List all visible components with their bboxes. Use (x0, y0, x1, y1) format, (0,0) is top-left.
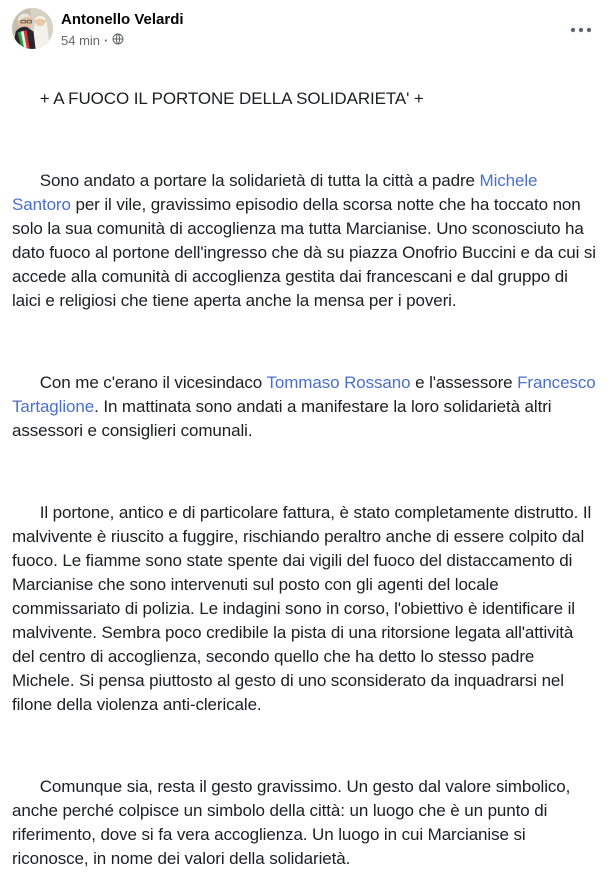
avatar[interactable] (12, 8, 53, 49)
post-paragraph (12, 347, 599, 467)
paragraph-text: per il vile, gravissimo episodio della scorsa notte che ha toccato non solo la sua comunità di accoglienza ma tutta Marcianise. Uno sconosciuto ha dato fuoco al portone dell'ingresso che dà su piazza Onofrio Buccini e da cui si accede alla comunità di accoglienza gestita dai francescani e dal gruppo di laici e religiosi che tiene aperta anche la mensa per i poveri. (12, 195, 601, 310)
paragraph-text: Con me c'erano il vicesindaco (39, 373, 267, 392)
post-meta-row (61, 31, 565, 49)
post-paragraph (12, 477, 599, 741)
meta-separator: · (104, 32, 109, 48)
post-header-meta (61, 8, 565, 49)
post-timestamp[interactable]: 54 min (61, 32, 101, 48)
author-name[interactable]: Antonello Velardi (61, 11, 184, 28)
post-menu-button[interactable] (565, 14, 597, 46)
mention-link[interactable]: Francesco Tartaglione (12, 373, 600, 416)
paragraph-text: e l'assessore (410, 373, 518, 392)
globe-icon (112, 32, 124, 49)
post-paragraph (12, 145, 599, 337)
post-title-text: + A FUOCO IL PORTONE DELLA SOLIDARIETA' + (39, 89, 424, 108)
post-title (12, 63, 599, 135)
mention-link[interactable]: Michele Santoro (12, 171, 543, 214)
mention-link[interactable]: Tommaso Rossano (266, 373, 411, 392)
avatar-image (12, 8, 53, 49)
paragraph-text: . In mattinata sono andati a manifestare la loro solidarietà altri assessori e consiglieri comunali. (12, 397, 557, 440)
ellipsis-icon (570, 27, 592, 33)
post-header (0, 0, 613, 49)
post-paragraph (12, 751, 599, 895)
paragraph-text: Sono andato a portare la solidarietà di tutta la città a padre (39, 171, 480, 190)
paragraph-text: Il portone, antico e di particolare fattura, è stato completamente distrutto. Il malvivente è riuscito a fuggire, rischiando peraltro anche di essere colpito dal fuoco. Le fiamme sono state spente dai vigili del fuoco del distaccamento di Marcianise che sono intervenuti sul posto con gli agenti del locale commissariato di polizia. Le indagini sono in corso, l'obiettivo è identificare il malvivente. Sembra poco credibile la pista di una ritorsione legata all'attività del centro di accoglienza, secondo quello che ha detto lo stesso padre Michele. Si pensa piuttosto al gesto di uno sconsiderato da inquadrarsi nel filone della violenza anti-clericale. (12, 503, 596, 714)
paragraph-text: Comunque sia, resta il gesto gravissimo. Un gesto dal valore simbolico, anche perché colpisce un simbolo della città: un luogo che è un punto di riferimento, dove si fa vera accoglienza. Un luogo in cui Marcianise si riconosce, in nome dei valori della solidarietà. (12, 777, 575, 868)
post-content (0, 49, 613, 895)
